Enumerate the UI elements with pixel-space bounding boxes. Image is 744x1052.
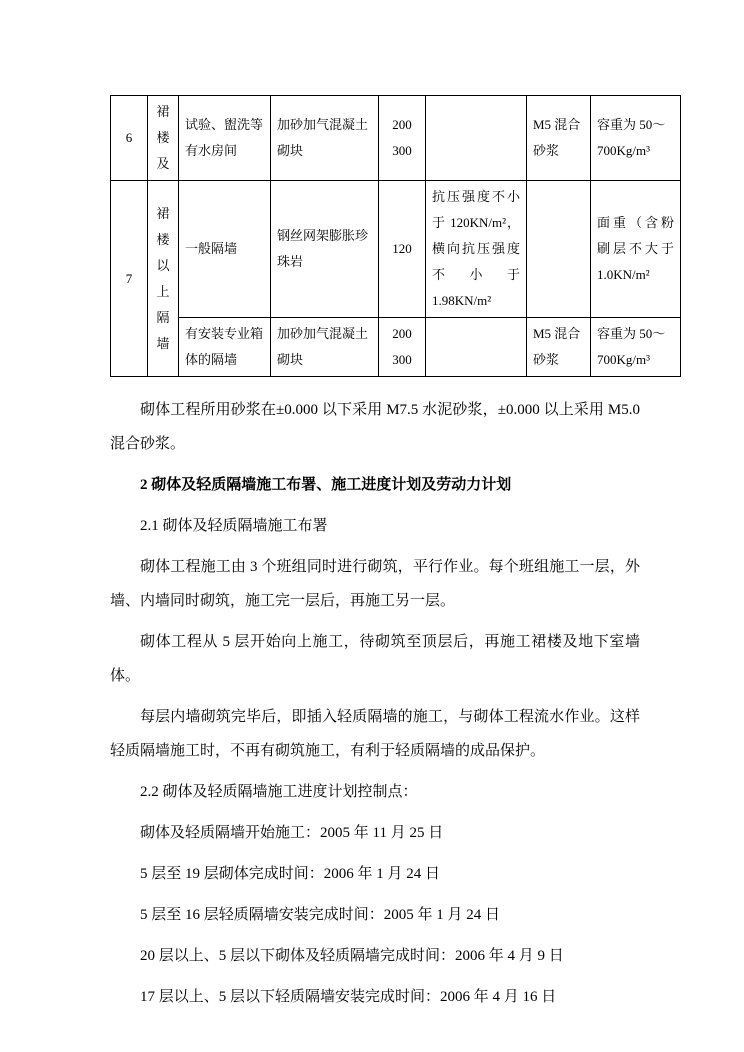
paragraph-mortar-spec: 砌体工程所用砂浆在±0.000 以下采用 M7.5 水泥砂浆，±0.000 以上采用 M5.0 混合砂浆。	[110, 402, 640, 452]
table-row-6	[111, 96, 681, 181]
milestone-line: 5 层至 16 层轻质隔墙安装完成时间：2005 年 1 月 24 日	[140, 907, 501, 923]
paragraph-sequence: 砌体工程从 5 层开始向上施工，待砌筑至顶层后，再施工裙楼及地下室墙体。	[110, 634, 640, 684]
milestone-line: 20 层以上、5 层以下砌体及轻质隔墙完成时间：2006 年 4 月 9 日	[140, 948, 564, 964]
milestone-line: 5 层至 19 层砌体完成时间：2006 年 1 月 24 日	[140, 866, 441, 882]
thickness-cell	[379, 318, 426, 377]
wall-type-cell: 有安装专业箱体的隔墙	[179, 318, 271, 377]
weight-cell: 面重（含粉刷层不大于 1.0KN/m²	[591, 181, 681, 318]
mortar-cell: M5 混合砂浆	[527, 318, 591, 377]
thickness-value: 200	[392, 117, 412, 132]
paragraph-teams: 砌体工程施工由 3 个班组同时进行砌筑，平行作业。每个班组施工一层，外墙、内墙同时砌筑，施工完一层后，再施工另一层。	[110, 559, 640, 609]
strength-cell	[426, 96, 527, 181]
table-row-7a	[111, 181, 681, 318]
material-cell: 钢丝网架膨胀珍珠岩	[271, 181, 379, 318]
milestone-line: 砌体及轻质隔墙开始施工：2005 年 11 月 25 日	[140, 825, 444, 841]
row-number-cell: 7	[111, 181, 148, 377]
material-cell: 加砂加气混凝土砌块	[271, 318, 379, 377]
thickness-value: 120	[392, 241, 412, 256]
heading-section-2-1: 2.1 砌体及轻质隔墙施工布署	[140, 518, 328, 534]
zone-cell: 裙楼以上隔墙	[148, 181, 179, 377]
document-body	[110, 393, 640, 1014]
strength-cell	[426, 318, 527, 377]
weight-cell: 容重为 50～700Kg/m³	[591, 318, 681, 377]
strength-cell: 抗压强度不小于 120KN/m²，横向抗压强度不小于 1.98KN/m²	[426, 181, 527, 318]
milestone-line: 17 层以上、5 层以下轻质隔墙安装完成时间：2006 年 4 月 16 日	[140, 989, 557, 1005]
thickness-cell	[379, 96, 426, 181]
row-number-cell: 6	[111, 96, 148, 181]
thickness-value: 300	[392, 143, 412, 158]
weight-cell: 容重为 50～700Kg/m³	[591, 96, 681, 181]
mortar-cell: M5 混合砂浆	[527, 96, 591, 181]
wall-type-cell: 试验、盥洗等有水房间	[179, 96, 271, 181]
paragraph-flow: 每层内墙砌筑完毕后，即插入轻质隔墙的施工，与砌体工程流水作业。这样轻质隔墙施工时，不再有砌筑施工，有利于轻质隔墙的成品保护。	[110, 709, 640, 759]
thickness-cell	[379, 181, 426, 318]
heading-section-2: 2 砌体及轻质隔墙施工布署、施工进度计划及劳动力计划	[140, 477, 512, 493]
zone-cell: 裙楼及	[148, 96, 179, 181]
material-cell: 加砂加气混凝土砌块	[271, 96, 379, 181]
mortar-cell	[527, 181, 591, 318]
wall-types-table	[110, 95, 681, 377]
thickness-value: 300	[392, 352, 412, 367]
wall-type-cell: 一般隔墙	[179, 181, 271, 318]
table-row-7b	[111, 318, 681, 377]
thickness-value: 200	[392, 326, 412, 341]
heading-section-2-2: 2.2 砌体及轻质隔墙施工进度计划控制点：	[140, 784, 418, 800]
